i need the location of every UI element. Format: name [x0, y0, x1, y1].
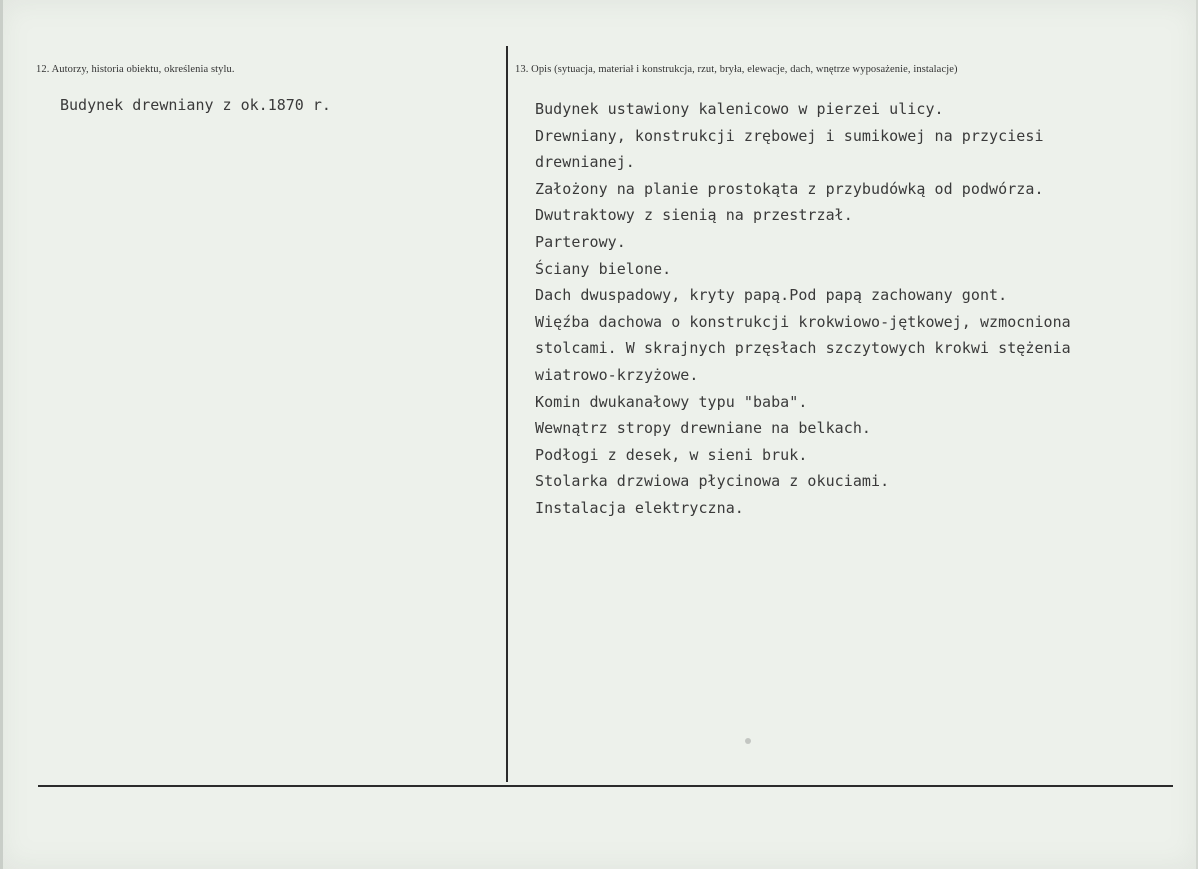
- description-line: Dwutraktowy z sienią na przestrzał.: [535, 206, 853, 225]
- description-line: Wewnątrz stropy drewniane na belkach.: [535, 419, 871, 438]
- description-line: Więźba dachowa o konstrukcji krokwiowo-jętkowej, wzmocniona: [535, 312, 1071, 331]
- bottom-rule: [38, 785, 1173, 787]
- description-line: Drewniany, konstrukcji zrębowej i sumikowej na przyciesi: [535, 126, 1044, 145]
- description-line: drewnianej.: [535, 153, 635, 172]
- description-line: Podłogi z desek, w sieni bruk.: [535, 445, 808, 464]
- description-line: Parterowy.: [535, 232, 626, 251]
- section-12-text: Budynek drewniany z ok.1870 r.: [60, 96, 331, 114]
- description-line: Założony na planie prostokąta z przybudówką od podwórza.: [535, 179, 1044, 198]
- column-divider: [506, 46, 508, 782]
- card-left-edge: [0, 0, 3, 869]
- description-line: Komin dwukanałowy typu "baba".: [535, 392, 808, 411]
- section-12-label: 12. Autorzy, historia obiektu, określenia stylu.: [36, 64, 235, 75]
- description-line: Budynek ustawiony kalenicowo w pierzei ulicy.: [535, 100, 944, 118]
- description-line: wiatrowo-krzyżowe.: [535, 365, 699, 384]
- section-13-label: 13. Opis (sytuacja, materiał i konstrukcja, rzut, bryła, elewacje, dach, wnętrze wyposażenie, instalacje): [515, 64, 958, 75]
- description-line: Instalacja elektryczna.: [535, 498, 744, 517]
- description-line: Stolarka drzwiowa płycinowa z okuciami.: [535, 472, 890, 491]
- description-line: stolcami. W skrajnych przęsłach szczytowych krokwi stężenia: [535, 339, 1071, 358]
- description-line: Ściany bielone.: [535, 259, 672, 278]
- ink-speck: [745, 738, 751, 744]
- description-line: Dach dwuspadowy, kryty papą.Pod papą zachowany gont.: [535, 286, 1008, 305]
- section-13-description: [535, 96, 1071, 522]
